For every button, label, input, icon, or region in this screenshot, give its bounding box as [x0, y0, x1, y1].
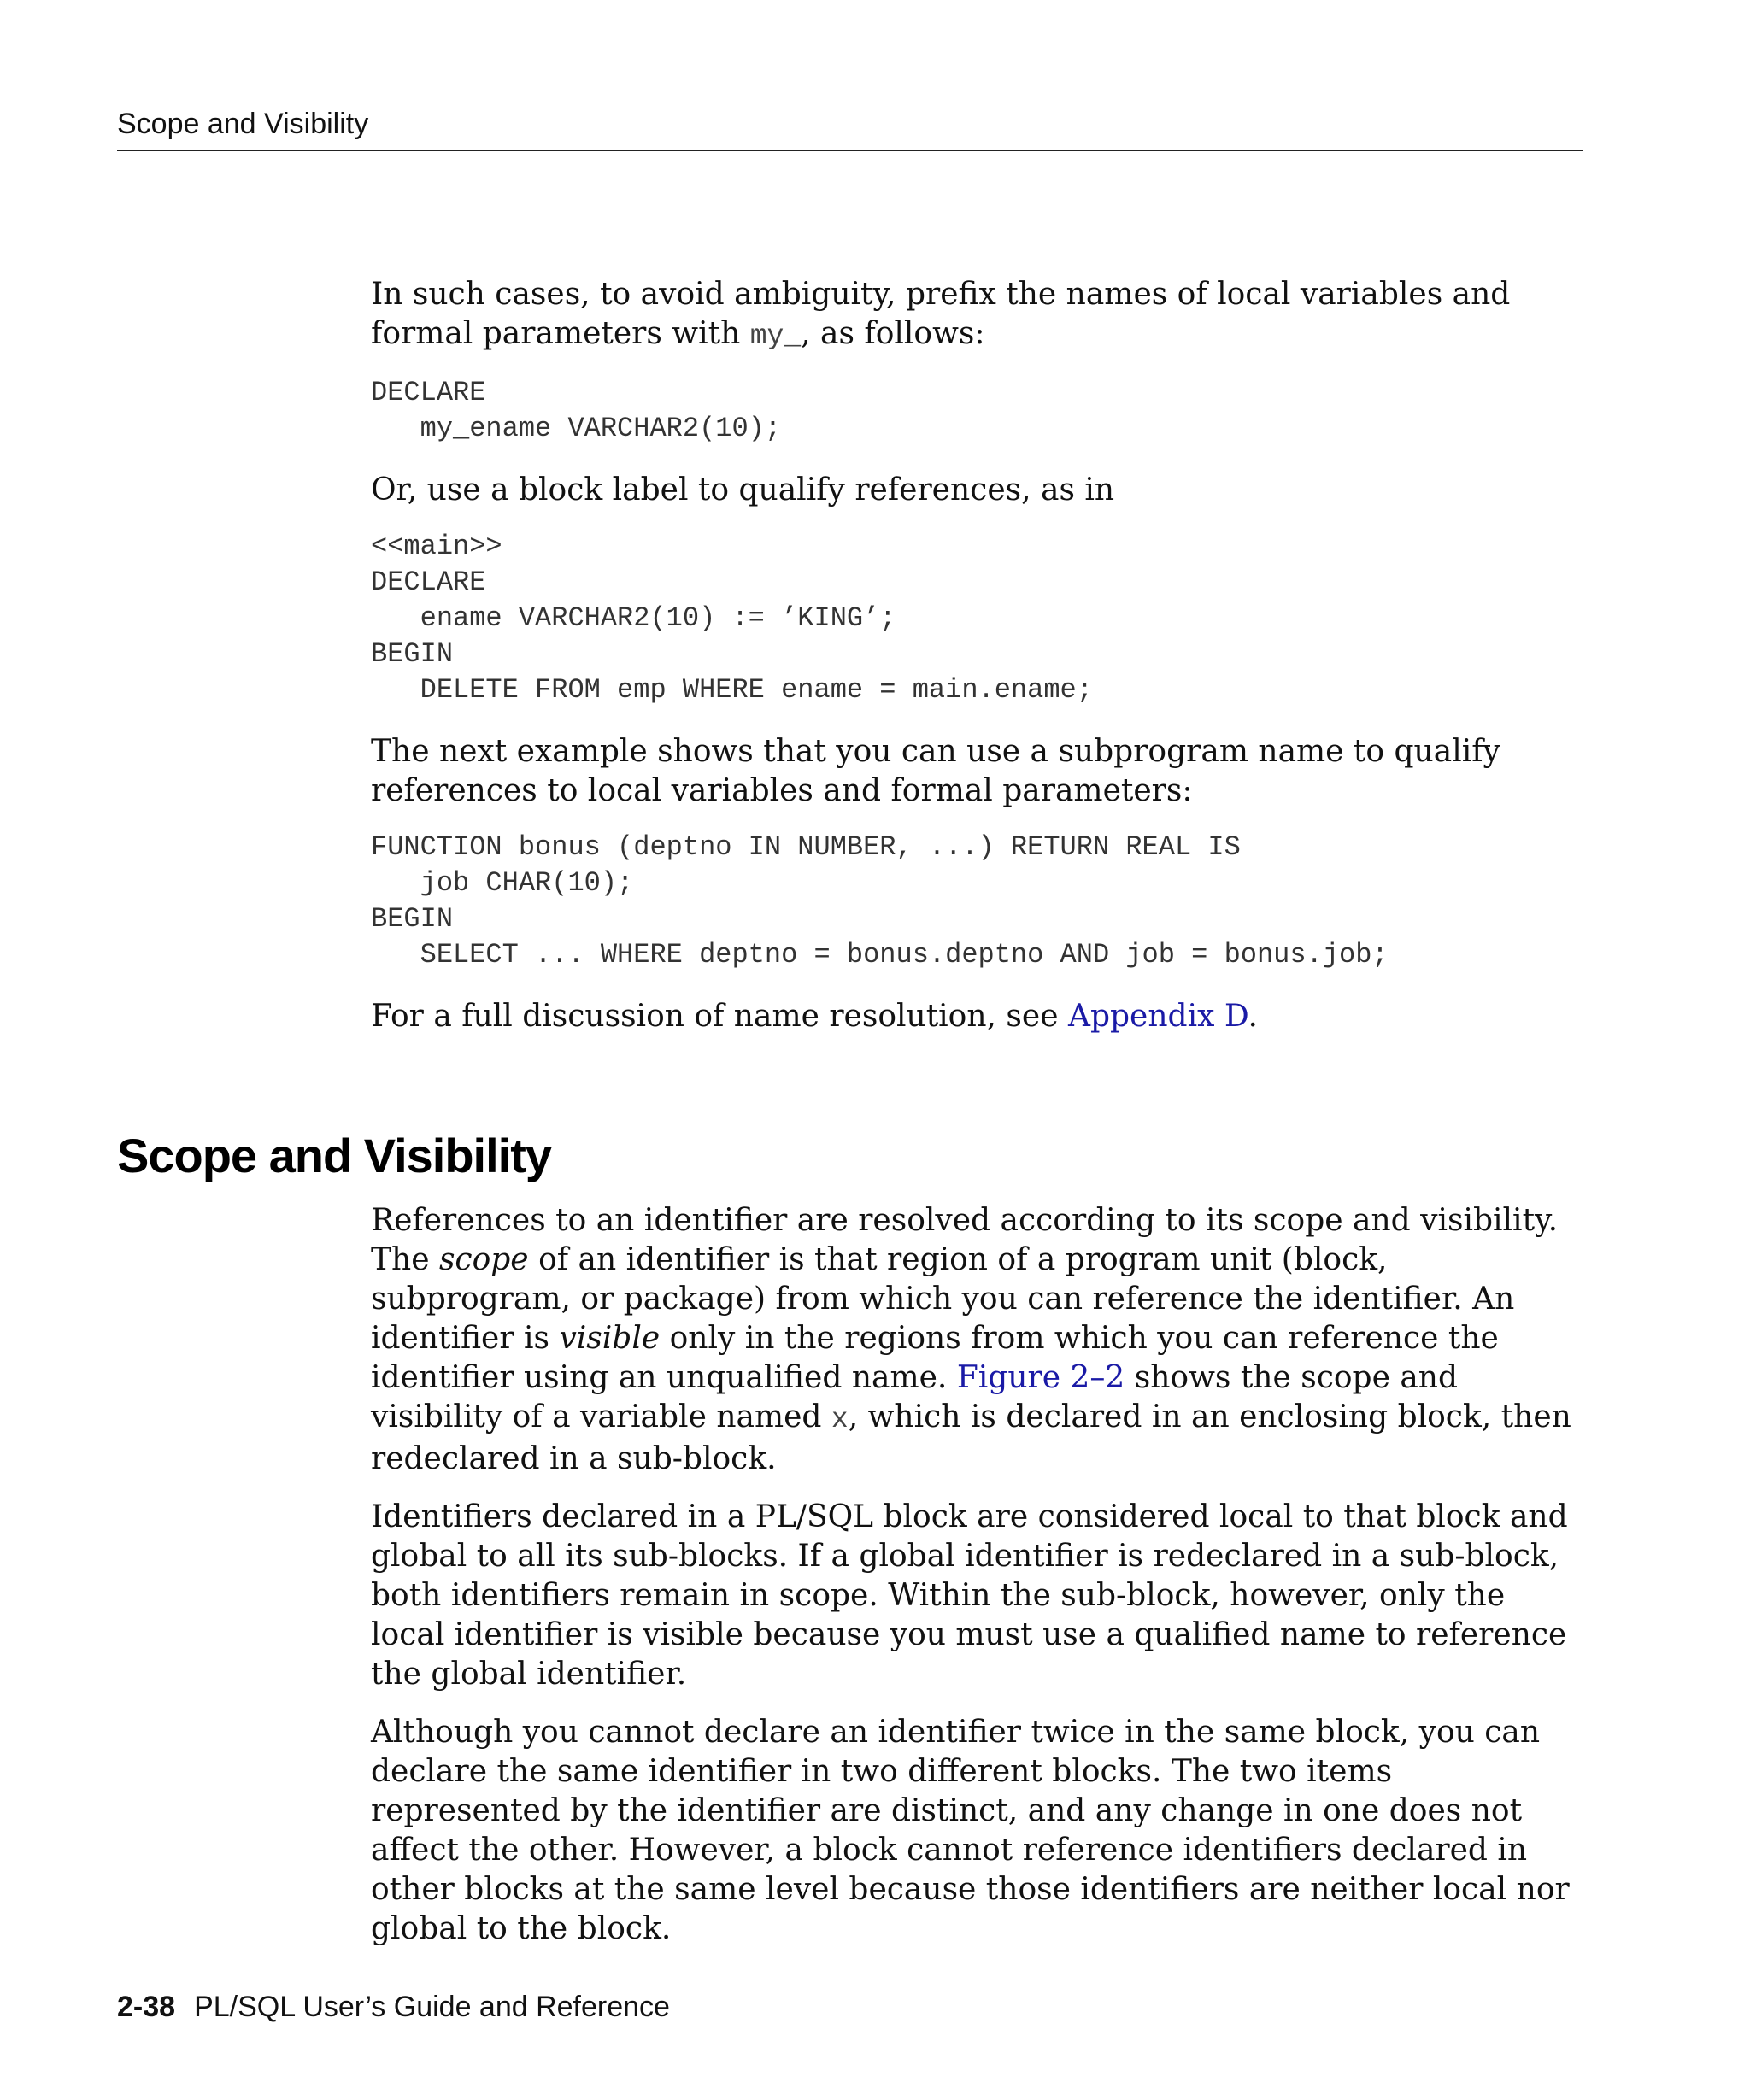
intro-paragraph-1-end: , as follows:: [801, 316, 985, 351]
section-paragraph-1: [371, 1201, 1584, 1479]
intro-paragraph-4-end: .: [1248, 999, 1258, 1034]
page-number: 2-38: [117, 1991, 176, 2023]
section-paragraph-2: Identifiers declared in a PL/SQL block are considered local to that block and global to all its sub-blocks. If a global identifier is redeclared in a sub-block, both identifiers remain in scope. Within the sub-block, however, only the local identifier is visible because you must use a qualified name to reference the global identifier.: [371, 1499, 1568, 1692]
term-visible: visible: [559, 1321, 661, 1356]
section-heading: Scope and Visibility: [117, 1129, 552, 1182]
intro-paragraph-4-text: For a full discussion of name resolution, see: [371, 999, 1068, 1034]
code-example-block-label: <<main>> DECLARE ename VARCHAR2(10) := ’KING’; BEGIN DELETE FROM emp WHERE ename = main.ename;: [371, 531, 1093, 706]
section-body: [371, 1201, 1584, 1968]
intro-paragraph-3: The next example shows that you can use a subprogram name to qualify references to local variables and formal parameters:: [371, 734, 1500, 808]
section-paragraph-1-text-c: only in the regions from which you can reference the identifier using an unqualified name.: [371, 1321, 1499, 1395]
section-paragraph-1-text-a: References to an identifier are resolved according to its scope and visibility. The: [371, 1203, 1559, 1277]
intro-paragraph-4: [371, 997, 1584, 1036]
running-header-title: Scope and Visibility: [117, 108, 369, 140]
intro-paragraph-1-text: In such cases, to avoid ambiguity, prefix the names of local variables and formal parameters with: [371, 277, 1511, 351]
section-paragraph-1-text-d: shows the scope and visibility of a variable named: [371, 1360, 1459, 1434]
section-paragraph-1-text-b: of an identifier is that region of a program unit (block, subprogram, or package) from which you can reference the identifier. An identifier is: [371, 1242, 1515, 1356]
page-footer: [117, 1991, 670, 2024]
section-paragraph-3: Although you cannot declare an identifier twice in the same block, you can declare the same identifier in two different blocks. The two items represented by the identifier are distinct, and any change in one does not affect the other. However, a block cannot reference identifiers declared in other blocks at the same level because those identifiers are neither local nor global to the block.: [371, 1715, 1570, 1946]
inline-code-x: x: [831, 1404, 849, 1435]
book-title: PL/SQL User’s Guide and Reference: [194, 1991, 670, 2023]
section-paragraph-1-text-e: , which is declared in an enclosing block, then redeclared in a sub-block.: [371, 1399, 1571, 1476]
running-header: [117, 108, 1583, 151]
intro-paragraph-2: Or, use a block label to qualify references, as in: [371, 472, 1115, 507]
figure-2-2-link[interactable]: Figure 2–2: [956, 1360, 1125, 1395]
code-example-declare: DECLARE my_ename VARCHAR2(10);: [371, 377, 782, 444]
appendix-d-link[interactable]: Appendix D: [1067, 999, 1248, 1034]
intro-block: [371, 275, 1584, 1055]
code-example-function: FUNCTION bonus (deptno IN NUMBER, ...) RETURN REAL IS job CHAR(10); BEGIN SELECT ... WHERE deptno = bonus.deptno AND job = bonus.job;: [371, 831, 1389, 971]
intro-paragraph-1: [371, 275, 1584, 356]
term-scope: scope: [438, 1242, 529, 1277]
inline-code-my-prefix: my_: [749, 320, 802, 352]
